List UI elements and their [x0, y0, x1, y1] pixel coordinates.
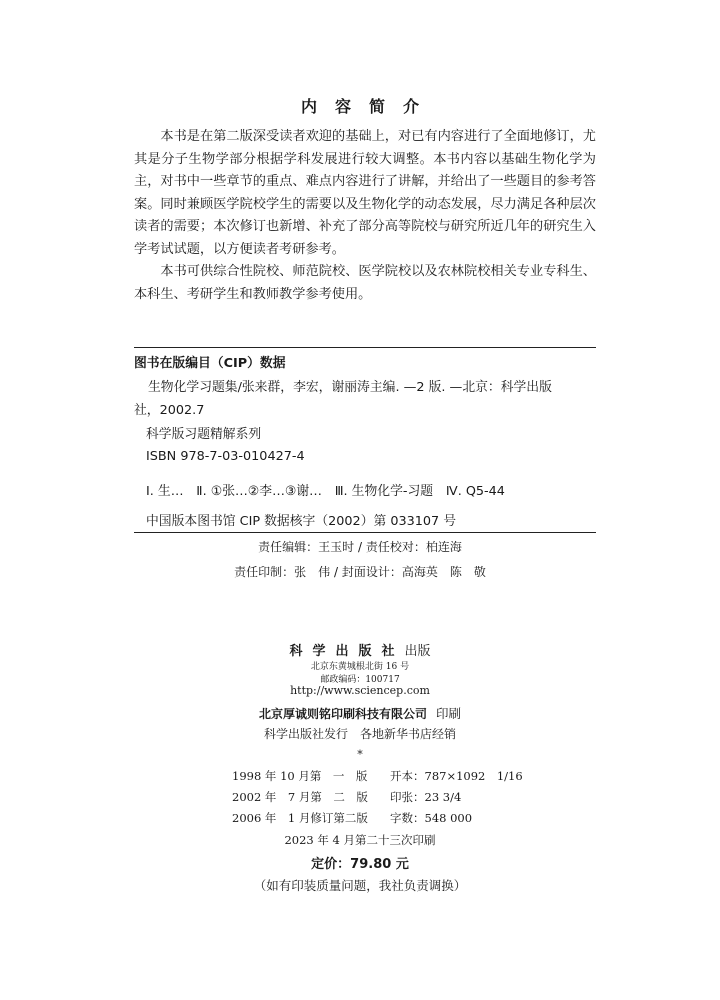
editor-credits: 责任编辑：王玉时 / 责任校对：柏连海 — [258, 540, 462, 554]
publisher-line — [0, 640, 720, 659]
page-title: 内容简介 — [300, 97, 437, 116]
printer-suffix: 印刷 — [436, 706, 462, 721]
cip-record: 中国版本图书馆 CIP 数据核字（2002）第 033107 号 — [146, 514, 457, 529]
printer-line — [0, 703, 720, 722]
price: 定价：79.80 元 — [311, 857, 409, 872]
print-info-right: 字数：548 000 — [390, 811, 473, 825]
print-info-right: 印张：23 3/4 — [390, 790, 462, 804]
cip-series: 科学版习题精解系列 — [146, 427, 262, 442]
reprint-info: 2023 年 4 月第二十三次印刷 — [284, 833, 436, 847]
publisher-postcode: 邮政编码：100717 — [320, 675, 400, 685]
printer-name: 北京厚诚则铭印刷科技有限公司 — [258, 707, 427, 721]
publisher-suffix: 出版 — [404, 644, 431, 659]
print-info-right: 开本：787×1092 1/16 — [390, 769, 523, 783]
cip-block — [134, 352, 596, 532]
cip-bottom-rule — [134, 532, 596, 533]
intro-paragraph: 本书是在第二版深受读者欢迎的基础上，对已有内容进行了全面地修订，尤其是分子生物学部分根据学科发展进行较大调整。本书内容以基础生物化学为主，对书中一些章节的重点、难点内容进行了讲解，并给出了一些题目的参考答案。同时兼顾医学院校学生的需要以及生物化学的动态发展，尽力满足各种层次读者的需要；本次修订也新增、补充了部分高等院校与研究所近几年的研究生入学考试试题，以方便读者考研参考。 — [134, 129, 596, 257]
cip-isbn: ISBN 978-7-03-010427-4 — [146, 449, 305, 464]
publisher-name: 科学出版社 — [289, 644, 405, 659]
publisher-url[interactable]: http://www.sciencep.com — [290, 684, 430, 697]
cip-title-line: 生物化学习题集/张来群，李宏，谢丽涛主编. —2 版. —北京：科学出版 — [148, 380, 552, 395]
cip-heading: 图书在版编目（CIP）数据 — [134, 356, 286, 371]
print-info-left: 1998 年 10 月第 一 版 — [232, 769, 368, 783]
quality-notice: （如有印装质量问题，我社负责调换） — [253, 878, 467, 893]
cip-top-rule — [134, 347, 596, 348]
intro-paragraph: 本书可供综合性院校、师范院校、医学院校以及农林院校相关专业专科生、本科生、考研学生和教师教学参考使用。 — [134, 264, 596, 302]
cip-title-line-cont: 社，2002.7 — [134, 403, 205, 418]
production-credits: 责任印制：张 伟 / 封面设计：高海英 陈 敬 — [234, 565, 486, 579]
separator-asterisk: * — [357, 748, 363, 761]
print-info-left: 2002 年 7 月第 二 版 — [232, 790, 368, 804]
publisher-address: 北京东黄城根北街 16 号 — [310, 662, 410, 672]
cip-classification: Ⅰ. 生… Ⅱ. ①张…②李…③谢… Ⅲ. 生物化学-习题 Ⅳ. Q5-44 — [146, 484, 505, 499]
distribution: 科学出版社发行 各地新华书店经销 — [263, 727, 456, 741]
intro-text — [134, 126, 596, 306]
print-info-left: 2006 年 1 月修订第二版 — [232, 811, 368, 825]
